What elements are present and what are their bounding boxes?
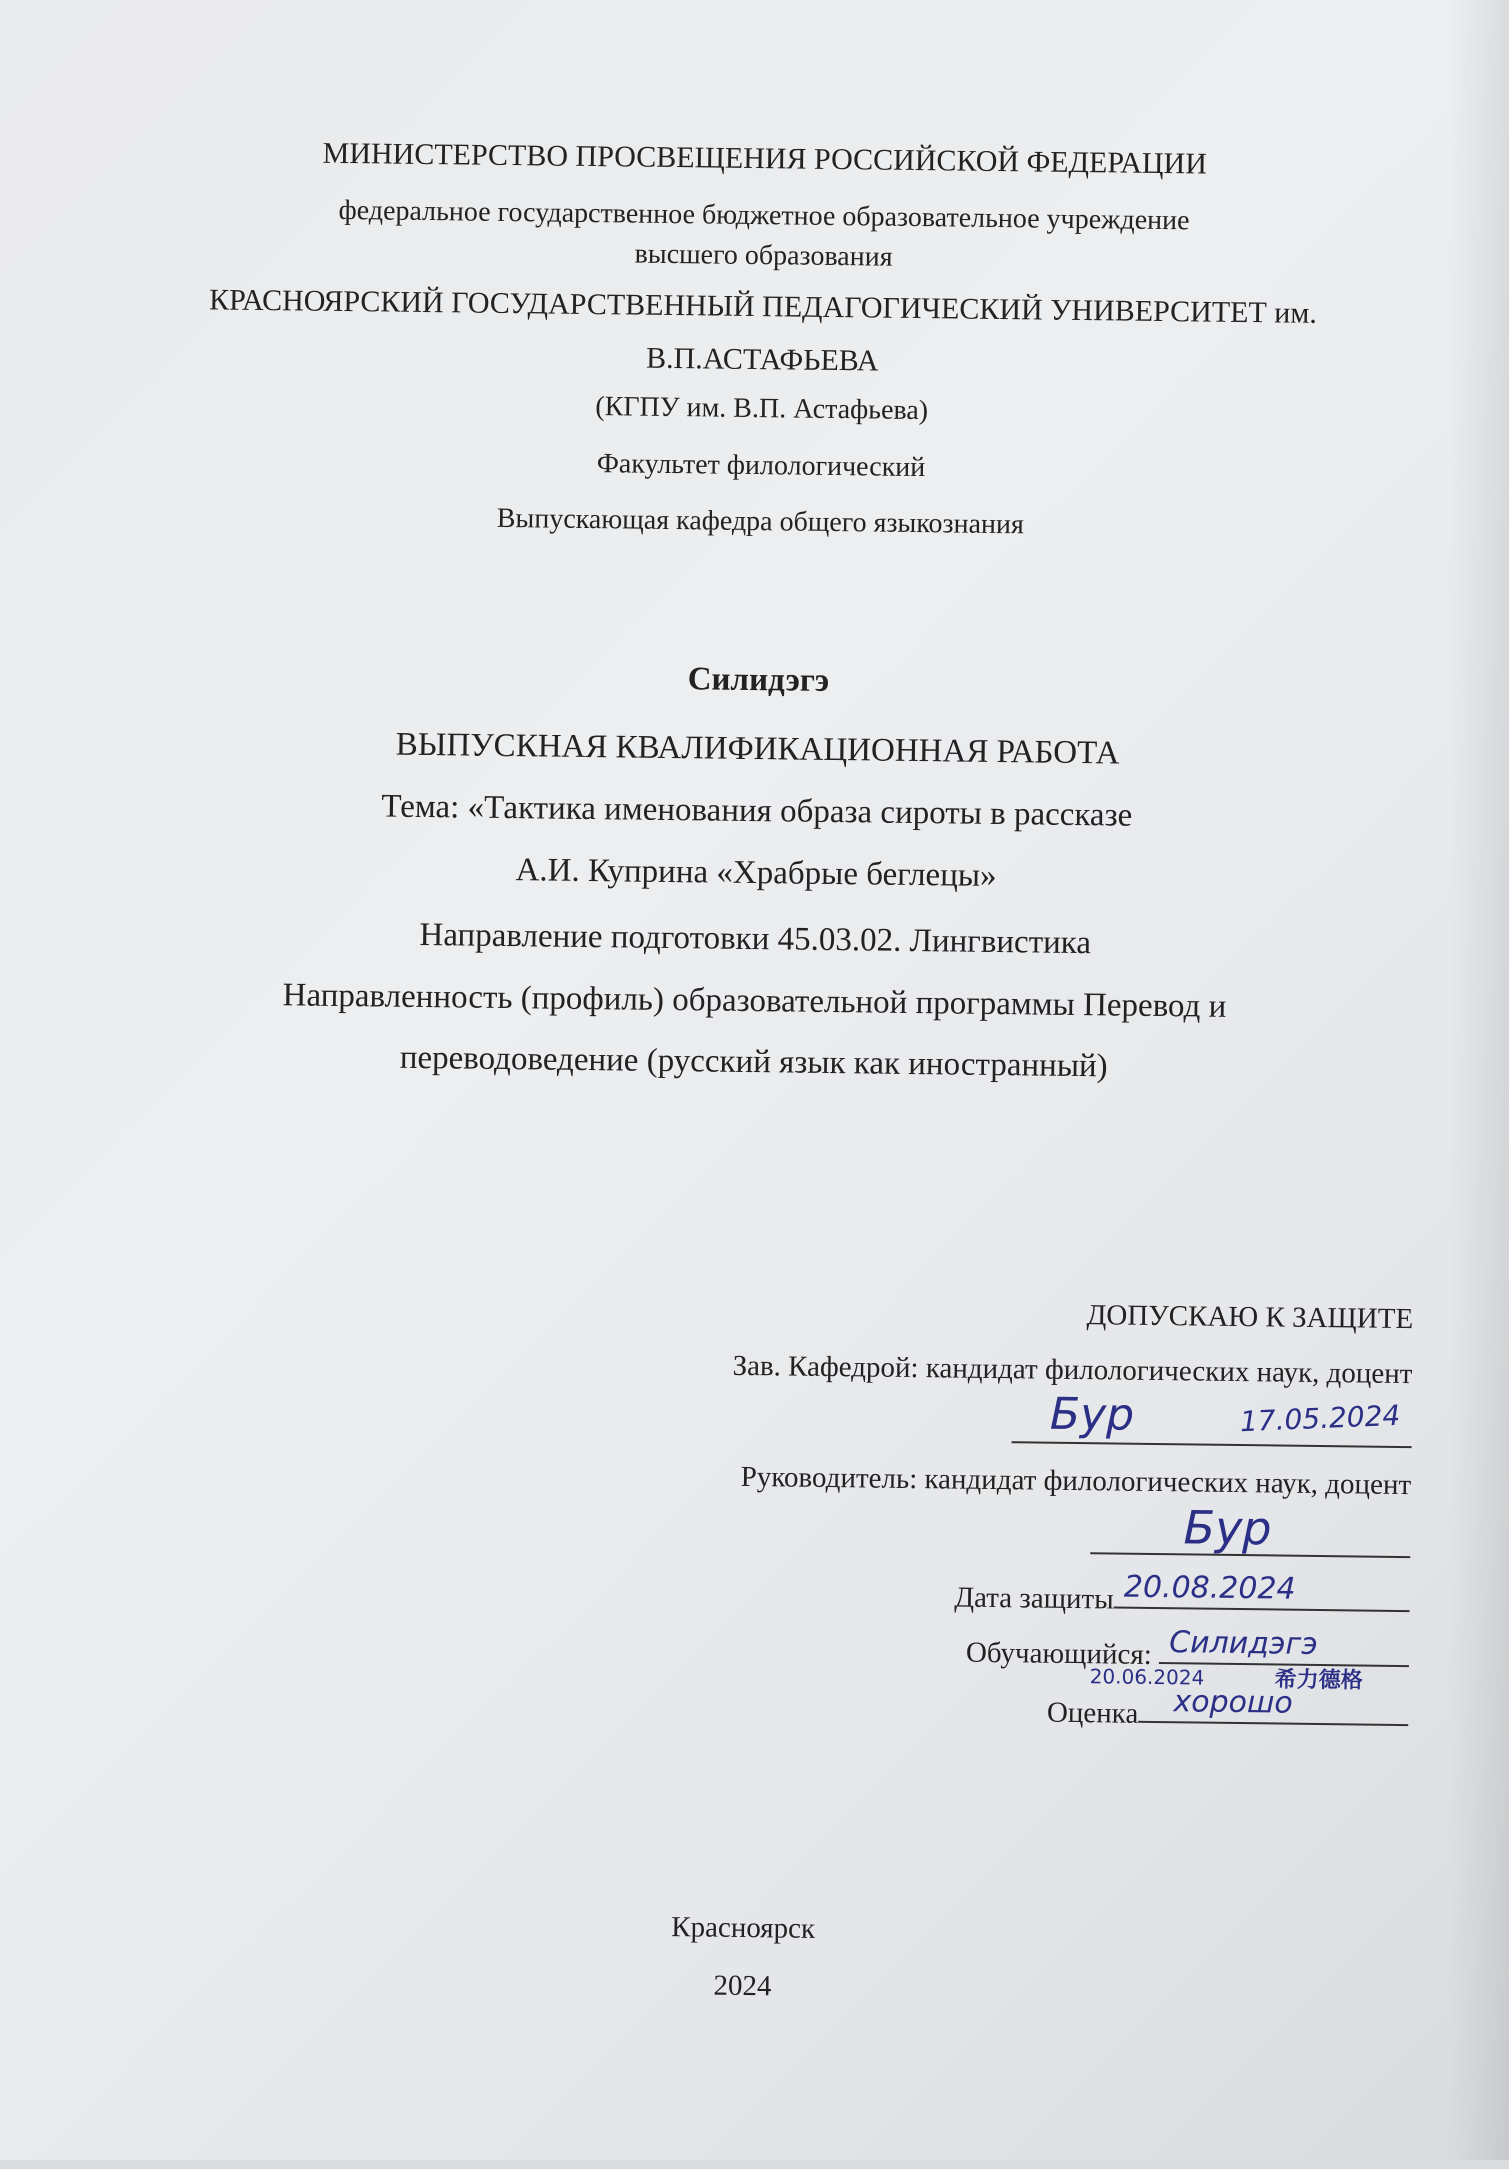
year: 2024 (713, 1969, 772, 2003)
grade-row (1046, 1684, 1409, 1734)
university-name-2: В.П.АСТАФЬЕВА (645, 341, 879, 378)
student-date: 20.06.2024 (1089, 1664, 1205, 1690)
grade: хорошо (1173, 1684, 1293, 1721)
city: Красноярск (671, 1911, 816, 1945)
university-name: КРАСНОЯРСКИЙ ГОСУДАРСТВЕННЫЙ ПЕДАГОГИЧЕСКИЙ УНИВЕРСИТЕТ им. (208, 283, 1318, 330)
ministry: МИНИСТЕРСТВО ПРОСВЕЩЕНИЯ РОССИЙСКОЙ ФЕДЕРАЦИИ (322, 136, 1208, 181)
topic-line-2: А.И. Куприна «Храбрые беглецы» (515, 852, 997, 895)
head-date: 17.05.2024 (1239, 1398, 1401, 1439)
profile-line-2: переводоведение (русский язык как иностранный) (399, 1039, 1108, 1085)
profile-line-1: Направленность (профиль) образовательной программы Перевод и (282, 977, 1227, 1025)
student-signature: Силидэгэ (1168, 1625, 1318, 1662)
student-label: Обучающийся: (965, 1636, 1152, 1671)
supervisor-label: Руководитель: кандидат филологических наук, доцент (740, 1460, 1412, 1502)
institution-type-2: высшего образования (634, 238, 893, 273)
defense-date-label: Дата защиты (954, 1581, 1114, 1616)
head-signature-line (1012, 1439, 1412, 1448)
author-name: Силидэгэ (687, 661, 830, 699)
work-type: ВЫПУСКНАЯ КВАЛИФИКАЦИОННАЯ РАБОТА (395, 726, 1120, 772)
topic-line-1: Тема: «Тактика именования образа сироты в рассказе (381, 788, 1133, 834)
defense-date-row (954, 1569, 1410, 1621)
head-signature: Бур (1049, 1388, 1135, 1441)
defense-date: 20.08.2024 (1123, 1569, 1296, 1607)
direction: Направление подготовки 45.03.02. Лингвистика (419, 916, 1092, 962)
institution-type: федеральное государственное бюджетное образовательное учреждение (338, 194, 1190, 237)
admit-heading: ДОПУСКАЮ К ЗАЩИТЕ (1086, 1299, 1414, 1336)
faculty: Факультет филологический (596, 448, 926, 484)
grade-label: Оценка (1046, 1696, 1139, 1730)
supervisor-signature: Бур (1183, 1500, 1272, 1556)
student-name-chinese: 希力德格 (1274, 1667, 1363, 1694)
page-shadow (1449, 0, 1509, 2160)
department: Выпускающая кафедра общего языкознания (496, 502, 1025, 541)
university-short: (КГПУ им. В.П. Астафьева) (595, 391, 929, 427)
head-label: Зав. Кафедрой: кандидат филологических наук, доцент (732, 1349, 1413, 1391)
